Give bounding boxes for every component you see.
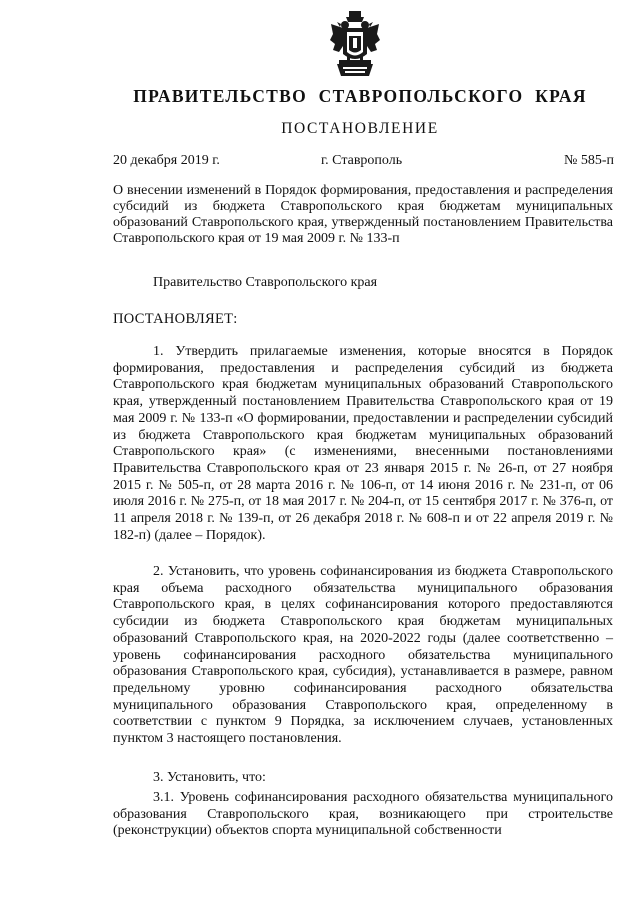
document-date: 20 декабря 2019 г. — [113, 153, 220, 168]
coat-of-arms-icon — [329, 10, 381, 78]
paragraph-3-1: 3.1. Уровень софинансирования расходного обязательства муниципального образования Ставропольского края, возникающего при строительстве (реконструкции) объектов спорта муниципальной собственности — [113, 790, 613, 839]
paragraph-1: 1. Утвердить прилагаемые изменения, которые вносятся в Порядок формирования, предоставления и распределения субсидий из бюджета Ставропольского края бюджетам муниципальных образований Ставропольского края, утвержденный постановлением Правительства Ставропольского края от 19 мая 2009 г. № 133-п «О формировании, предоставлении и распределении субсидий из бюджета Ставропольского края бюджетам муниципальных образований Ставропольского края» (с изменениями, внесенными постановлениями Правительства Ставропольского края от 23 января 2015 г. № 26-п, от 27 ноября 2015 г. № 505-п, от 28 марта 2016 г. № 106-п, от 14 июня 2016 г. № 231-п, от 06 июля 2016 г. № 275-п, от 18 мая 2017 г. № 204-п, от 15 сентября 2017 г. № 376-п, от 11 апреля 2018 г. № 139-п, от 26 декабря 2018 г. № 608-п и от 22 апреля 2019 г. № 182-п) (далее – Порядок). — [113, 344, 613, 543]
decree-heading: ПОСТАНОВЛЯЕТ: — [113, 311, 238, 327]
preamble: Правительство Ставропольского края — [153, 275, 378, 290]
document-type: ПОСТАНОВЛЕНИЕ — [281, 120, 439, 137]
government-title: ПРАВИТЕЛЬСТВО СТАВРОПОЛЬСКОГО КРАЯ — [133, 86, 587, 106]
paragraph-3: 3. Установить, что: — [153, 770, 266, 785]
document-subject: О внесении изменений в Порядок формирования, предоставления и распределения субсидий из бюджета Ставропольского края бюджетам муниципальных образований Ставропольского края, утвержденный постановлением Правительства Ставропольского края от 19 мая 2009 г. № 133-п — [113, 183, 613, 246]
document-city: г. Ставрополь — [321, 153, 403, 168]
document-number: № 585-п — [563, 153, 614, 168]
paragraph-2: 2. Установить, что уровень софинансирования из бюджета Ставропольского края объема расходного обязательства муниципального образования Ставропольского края, в целях софинансирования которого предоставляются субсидии из бюджета Ставропольского края бюджетам муниципальных образований Ставропольского края, на 2020-2022 годы (далее соответственно – уровень софинансирования расходного обязательства муниципального образования Ставропольского края, субсидия), устанавливается в размере, равном предельному уровню софинансирования расходного обязательства муниципального образования Ставропольского края, определенному в соответствии с пунктом 9 Порядка, за исключением случаев, установленных пунктом 3 настоящего постановления. — [113, 564, 613, 747]
